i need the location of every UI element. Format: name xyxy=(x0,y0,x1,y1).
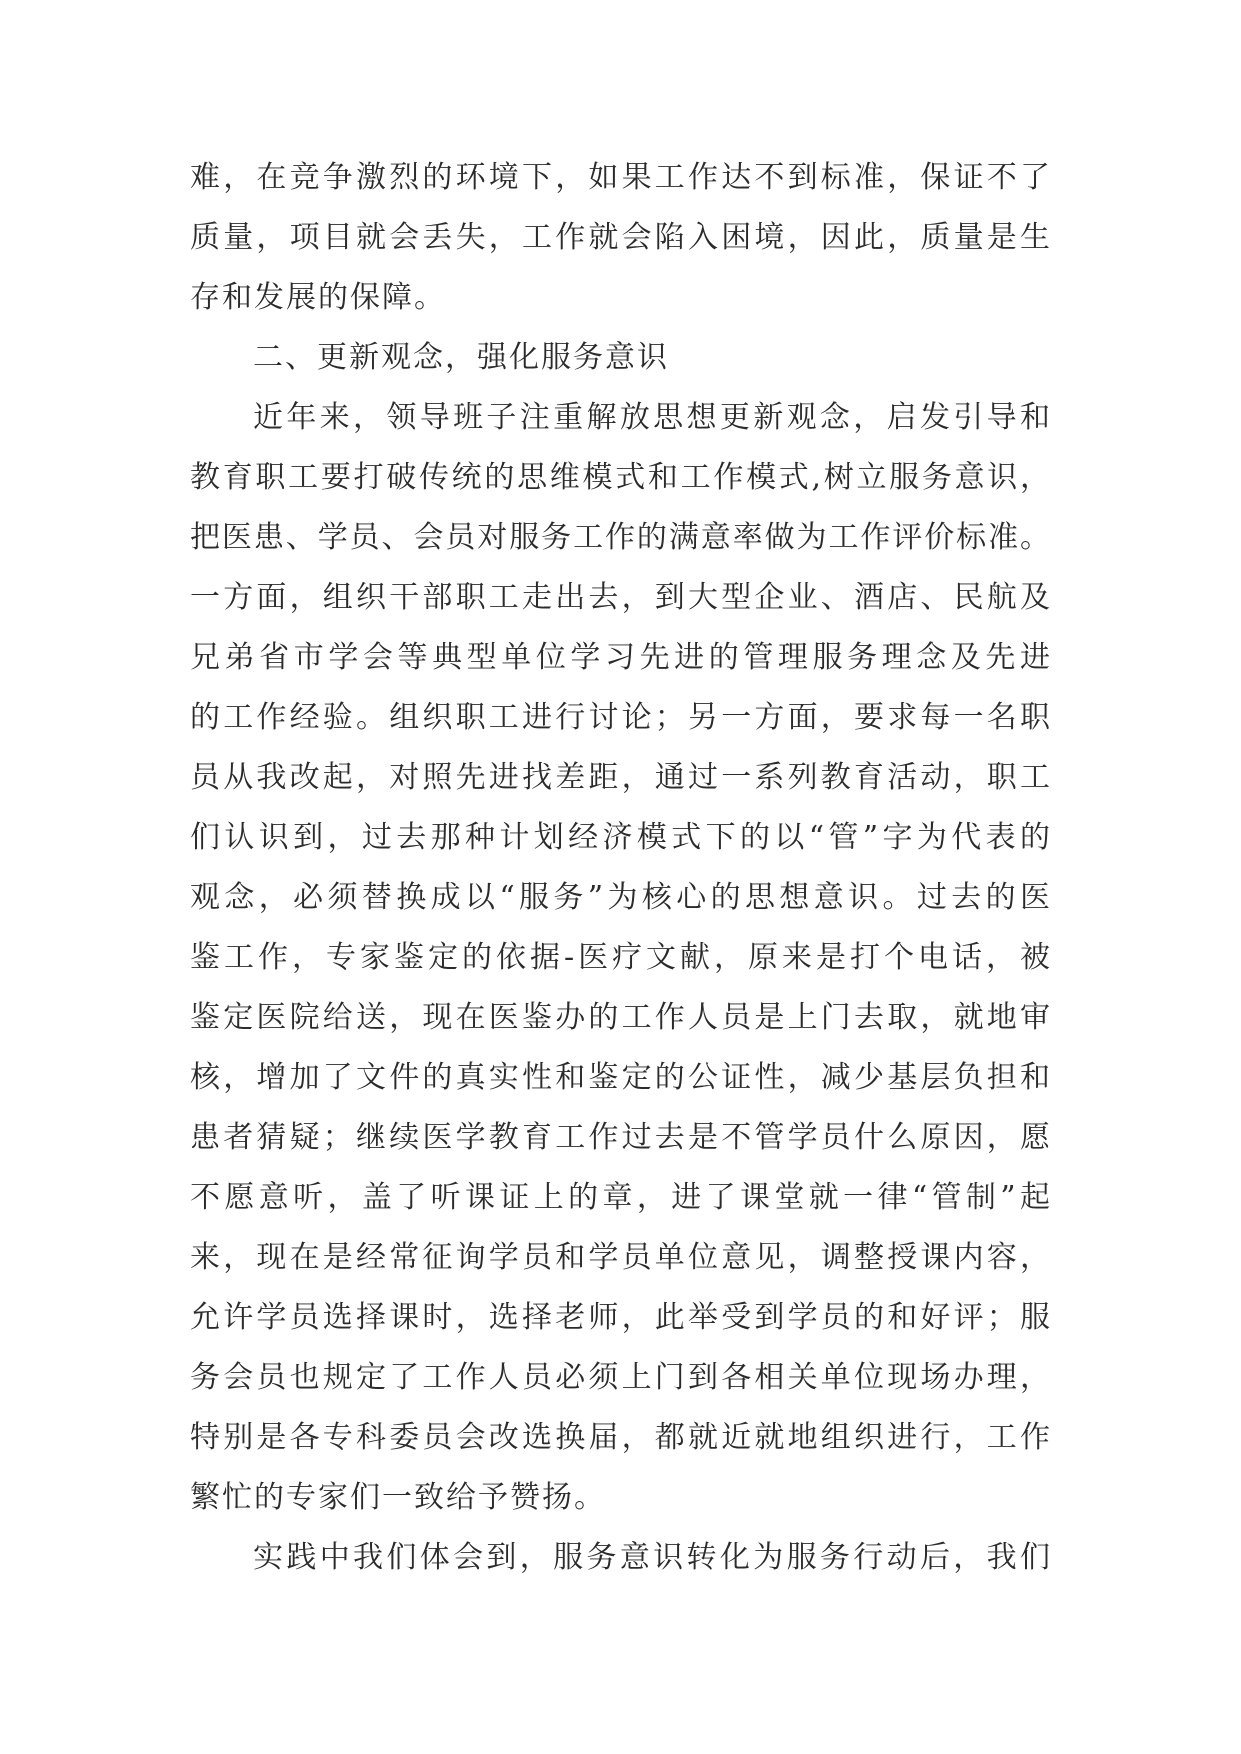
text-line-17: 患者猜疑；继续医学教育工作过去是不管学员什么原因，愿 xyxy=(190,1120,1050,1155)
text-line-3: 存和发展的保障。 xyxy=(190,280,446,315)
text-line-6: 教育职工要打破传统的思维模式和工作模式,树立服务意识， xyxy=(190,460,1050,495)
text-line-2: 质量，项目就会丢失，工作就会陷入困境，因此，质量是生 xyxy=(190,220,1050,255)
text-line-5: 近年来，领导班子注重解放思想更新观念，启发引导和 xyxy=(253,400,1050,435)
text-line-12: 们认识到，过去那种计划经济模式下的以“管”字为代表的 xyxy=(190,820,1050,855)
text-line-15: 鉴定医院给送，现在医鉴办的工作人员是上门去取，就地审 xyxy=(190,1000,1050,1035)
text-line-19: 来，现在是经常征询学员和学员单位意见，调整授课内容， xyxy=(190,1240,1050,1275)
document-page xyxy=(190,148,1050,1588)
section-heading: 二、更新观念，强化服务意识 xyxy=(253,340,669,375)
text-line-24: 实践中我们体会到，服务意识转化为服务行动后，我们 xyxy=(253,1540,1050,1575)
text-line-21: 务会员也规定了工作人员必须上门到各相关单位现场办理， xyxy=(190,1360,1050,1395)
text-line-20: 允许学员选择课时，选择老师，此举受到学员的和好评；服 xyxy=(190,1300,1050,1335)
text-line-13: 观念，必须替换成以“服务”为核心的思想意识。过去的医 xyxy=(190,880,1050,915)
text-line-7: 把医患、学员、会员对服务工作的满意率做为工作评价标准。 xyxy=(190,520,1050,555)
text-line-8: 一方面，组织干部职工走出去，到大型企业、酒店、民航及 xyxy=(190,580,1050,615)
text-line-18: 不愿意听，盖了听课证上的章，进了课堂就一律“管制”起 xyxy=(190,1180,1050,1215)
text-line-9: 兄弟省市学会等典型单位学习先进的管理服务理念及先进 xyxy=(190,640,1050,675)
text-line-22: 特别是各专科委员会改选换届，都就近就地组织进行，工作 xyxy=(190,1420,1050,1455)
text-line-10: 的工作经验。组织职工进行讨论；另一方面，要求每一名职 xyxy=(190,700,1050,735)
text-line-14: 鉴工作，专家鉴定的依据-医疗文献，原来是打个电话，被 xyxy=(190,940,1050,975)
text-line-11: 员从我改起，对照先进找差距，通过一系列教育活动，职工 xyxy=(190,760,1050,795)
text-line-23: 繁忙的专家们一致给予赞扬。 xyxy=(190,1480,606,1515)
text-line-1: 难，在竞争激烈的环境下，如果工作达不到标准，保证不了 xyxy=(190,160,1050,195)
text-line-16: 核，增加了文件的真实性和鉴定的公证性，减少基层负担和 xyxy=(190,1060,1050,1095)
